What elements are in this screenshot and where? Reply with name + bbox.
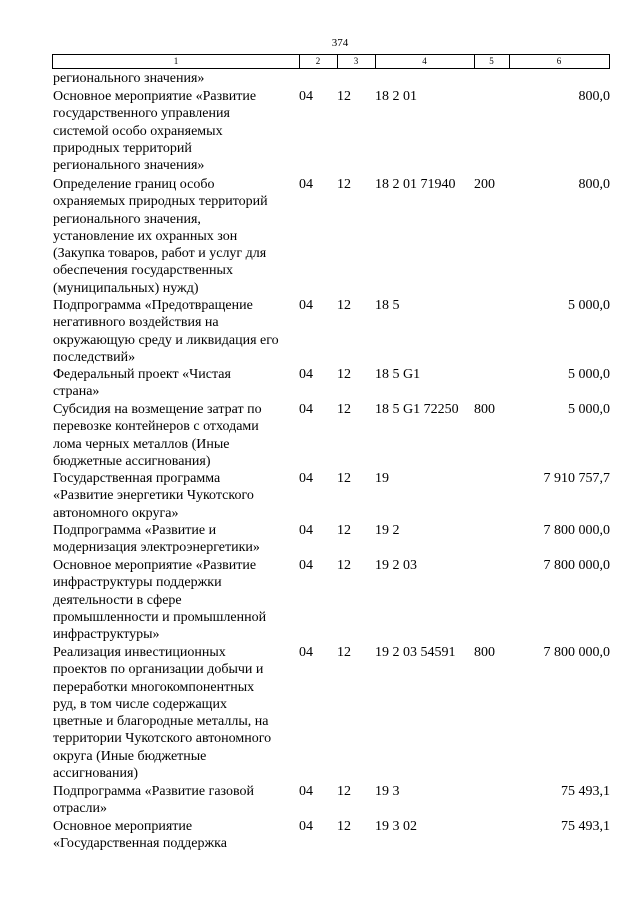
row-target-code: 18 2 01: [375, 89, 417, 104]
column-1-number: 1: [53, 55, 300, 68]
row-target-code: 19 2: [375, 523, 400, 538]
row-name: Основное мероприятие «Развитие государственного управления системой особо охраняемых природных территорий регионального значения»: [53, 89, 257, 174]
row-amount: 75 493,1: [561, 819, 610, 834]
row-subsection: 12: [337, 784, 351, 799]
row-amount: 7 800 000,0: [543, 645, 610, 660]
row-section: 04: [299, 523, 313, 538]
row-amount: 800,0: [578, 177, 610, 192]
row-amount: 5 000,0: [568, 367, 610, 382]
row-subsection: 12: [337, 89, 351, 104]
row-section: 04: [299, 645, 313, 660]
row-subsection: 12: [337, 471, 351, 486]
row-section: 04: [299, 367, 313, 382]
column-4-number: 4: [375, 55, 475, 68]
column-5-number: 5: [474, 55, 510, 68]
row-amount: 7 910 757,7: [543, 471, 610, 486]
row-target-code: 19: [375, 471, 389, 486]
row-name: Федеральный проект «Чистая страна»: [53, 367, 231, 400]
row-section: 04: [299, 402, 313, 417]
row-target-code: 18 5 G1 72250: [375, 402, 459, 417]
row-name: Определение границ особо охраняемых природных территорий регионального значения, установление их охранных зон (Закупка товаров, работ и услуг для обеспечения государственных (муниципальных) нужд): [53, 177, 268, 296]
row-expense-type: 200: [474, 177, 495, 192]
row-subsection: 12: [337, 523, 351, 538]
row-subsection: 12: [337, 645, 351, 660]
row-target-code: 19 3 02: [375, 819, 417, 834]
row-section: 04: [299, 784, 313, 799]
row-section: 04: [299, 177, 313, 192]
row-section: 04: [299, 819, 313, 834]
row-amount: 75 493,1: [561, 784, 610, 799]
row-subsection: 12: [337, 558, 351, 573]
row-section: 04: [299, 298, 313, 313]
row-name: Основное мероприятие «Государственная поддержка: [53, 819, 227, 852]
row-amount: 5 000,0: [568, 402, 610, 417]
page-number: 374: [331, 37, 349, 49]
row-amount: 7 800 000,0: [543, 523, 610, 538]
row-amount: 800,0: [578, 89, 610, 104]
row-name: Подпрограмма «Развитие и модернизация электроэнергетики»: [53, 523, 260, 556]
row-expense-type: 800: [474, 402, 495, 417]
row-target-code: 19 2 03: [375, 558, 417, 573]
row-name: Реализация инвестиционных проектов по организации добычи и переработки многокомпонентных руд, в том числе содержащих цветные и благородные металлы, на территории Чукотского автономного округа (Иные бюджетные ассигнования): [53, 645, 272, 782]
row-expense-type: 800: [474, 645, 495, 660]
row-amount: 5 000,0: [568, 298, 610, 313]
column-number-header: [52, 54, 610, 69]
row-name: Основное мероприятие «Развитие инфраструктуры поддержки деятельности в сфере промышленности и промышленной инфраструктуры»: [53, 558, 267, 643]
row-target-code: 18 5 G1: [375, 367, 421, 382]
row-target-code: 19 2 03 54591: [375, 645, 456, 660]
row-section: 04: [299, 471, 313, 486]
row-name: Государственная программа «Развитие энергетики Чукотского автономного округа»: [53, 471, 254, 521]
row-section: 04: [299, 89, 313, 104]
row-name: Подпрограмма «Предотвращение негативного воздействия на окружающую среду и ликвидация его последствий»: [53, 298, 279, 365]
row-subsection: 12: [337, 177, 351, 192]
row-amount: 7 800 000,0: [543, 558, 610, 573]
column-6-number: 6: [556, 56, 562, 66]
column-2-number: 2: [299, 55, 338, 68]
column-3-number: 3: [337, 55, 376, 68]
row-subsection: 12: [337, 402, 351, 417]
row-target-code: 18 5: [375, 298, 400, 313]
row-target-code: 18 2 01 71940: [375, 177, 456, 192]
row-name: Субсидия на возмещение затрат по перевозке контейнеров с отходами лома черных металлов (Иные бюджетные ассигнования): [53, 402, 262, 469]
row-name: Подпрограмма «Развитие газовой отрасли»: [53, 784, 254, 817]
row-name: регионального значения»: [53, 71, 205, 86]
row-subsection: 12: [337, 819, 351, 834]
row-section: 04: [299, 558, 313, 573]
row-subsection: 12: [337, 298, 351, 313]
row-target-code: 19 3: [375, 784, 400, 799]
row-subsection: 12: [337, 367, 351, 382]
